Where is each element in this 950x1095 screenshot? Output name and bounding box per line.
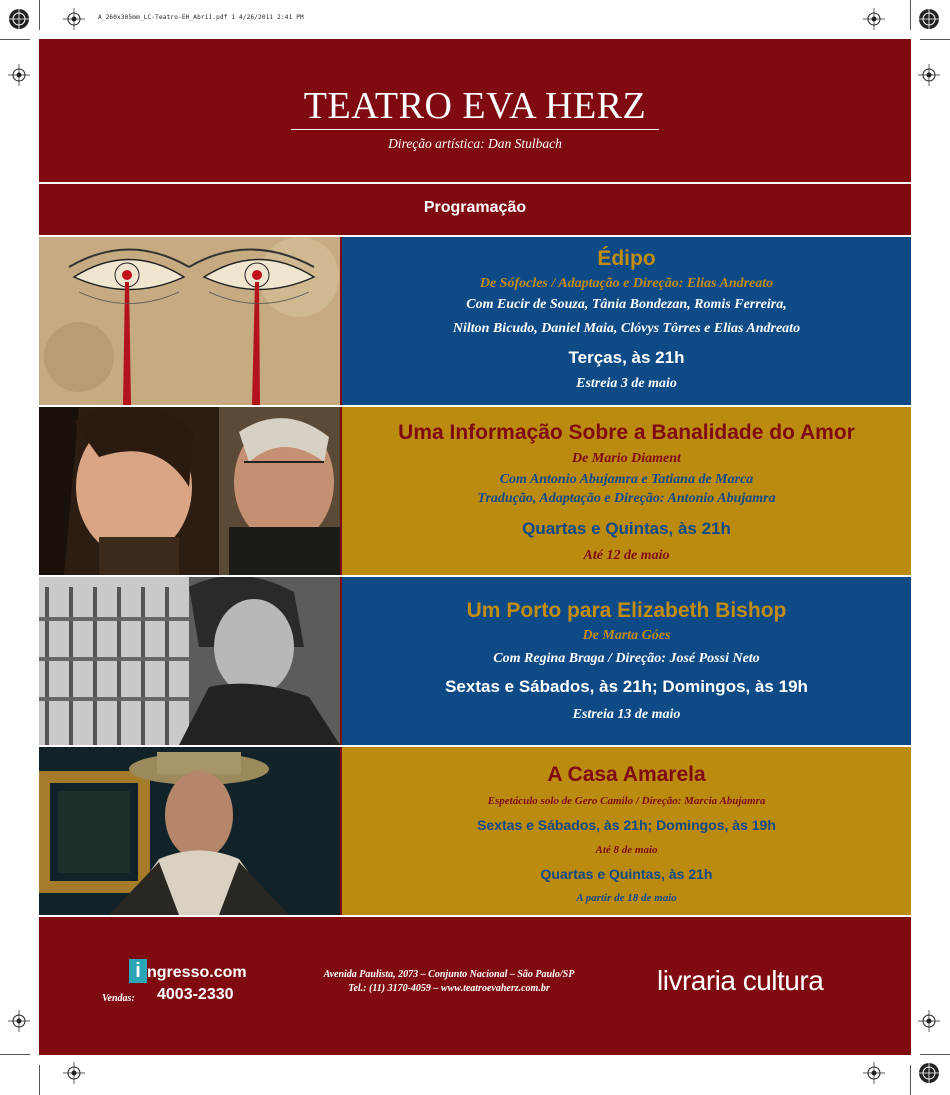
show-schedule: Quartas e Quintas, às 21h [540, 866, 713, 882]
trim-mark [910, 0, 911, 30]
print-file-header: A_260x305mm_LC-Teatro-EH_Abr11.pdf 1 4/26/2011 2:41 PM [98, 14, 304, 21]
show-cast: Com Regina Braga / Direção: José Possi Neto [493, 651, 760, 666]
show-row-bishop [39, 577, 911, 745]
show-cast: Com Eucir de Souza, Tânia Bondezan, Romis Ferreira, [466, 297, 787, 312]
title-underline [291, 129, 659, 130]
registration-mark-icon [8, 1010, 30, 1032]
registration-mark-icon [863, 8, 885, 30]
show-note: Até 12 de maio [583, 548, 670, 563]
casa-amarela-info-panel [342, 747, 911, 915]
show-schedule: Sextas e Sábados, às 21h; Domingos, às 19h [445, 677, 808, 696]
sales-phone: 4003-2330 [157, 986, 234, 1003]
ingresso-logo-i: i [129, 959, 147, 983]
show-note: Até 8 de maio [595, 844, 658, 856]
show-note: Estreia 3 de maio [576, 376, 677, 391]
trim-mark [39, 0, 40, 30]
trim-mark [0, 1054, 30, 1055]
show-title: Um Porto para Elizabeth Bishop [466, 599, 787, 622]
trim-mark [910, 1065, 911, 1095]
venue-contact: Tel.: (11) 3170-4059 – www.teatroevaherz.com.br [348, 983, 550, 994]
bishop-actress-image [39, 577, 340, 745]
trim-mark [920, 1054, 950, 1055]
registration-mark-icon [8, 64, 30, 86]
show-credits: De Sófocles / Adaptação e Direção: Elias Andreato [479, 276, 774, 291]
page-title: TEATRO EVA HERZ [303, 85, 647, 127]
ingresso-logo-text: ngresso.com [147, 964, 247, 981]
show-title: A Casa Amarela [547, 763, 706, 786]
registration-mark-icon [918, 1062, 940, 1084]
poster [39, 39, 911, 1055]
registration-mark-icon [918, 1010, 940, 1032]
divider [39, 182, 911, 184]
show-row-edipo [39, 237, 911, 405]
sales-label: Vendas: [102, 993, 135, 1004]
page-subtitle: Direção artística: Dan Stulbach [388, 136, 562, 151]
trim-mark [920, 39, 950, 40]
livraria-cultura-logo: livraria cultura [657, 965, 824, 996]
bishop-info-panel [342, 577, 911, 745]
show-direction: Tradução, Adaptação e Direção: Antonio Abujamra [477, 491, 776, 506]
trim-mark [0, 39, 30, 40]
show-schedule: Sextas e Sábados, às 21h; Domingos, às 19h [477, 817, 776, 833]
show-note: Estreia 13 de maio [572, 707, 681, 722]
show-title: Édipo [597, 247, 656, 270]
show-cast: Nilton Bicudo, Daniel Maia, Clóvys Tôrres e Elias Andreato [452, 321, 801, 336]
section-title: Programação [423, 199, 527, 216]
show-schedule: Quartas e Quintas, às 21h [522, 519, 731, 538]
header [39, 39, 911, 182]
show-row-banalidade [39, 407, 911, 575]
trim-mark [39, 1065, 40, 1095]
edipo-info-panel [342, 237, 911, 405]
show-author: De Marta Góes [582, 628, 671, 643]
registration-mark-icon [8, 8, 30, 30]
show-author: De Mario Diament [572, 451, 681, 466]
ingresso-logo [129, 959, 247, 983]
venue-address: Avenida Paulista, 2073 – Conjunto Nacional – São Paulo/SP [323, 969, 575, 980]
registration-mark-icon [63, 8, 85, 30]
show-cast: Com Antonio Abujamra e Tatiana de Marca [499, 472, 754, 487]
casa-amarela-actor-image [39, 747, 340, 915]
registration-mark-icon [863, 1062, 885, 1084]
edipo-eyes-image [39, 237, 340, 405]
banalidade-actors-image [39, 407, 340, 575]
registration-mark-icon [918, 64, 940, 86]
banalidade-info-panel [342, 407, 911, 575]
registration-mark-icon [63, 1062, 85, 1084]
show-title: Uma Informação Sobre a Banalidade do Amor [398, 421, 855, 444]
show-row-casa-amarela [39, 747, 911, 915]
show-schedule: Terças, às 21h [568, 348, 685, 367]
registration-mark-icon [918, 8, 940, 30]
show-note: A partir de 18 de maio [576, 892, 677, 904]
divider [39, 915, 911, 917]
show-credits: Espetáculo solo de Gero Camilo / Direção: Marcia Abujamra [487, 795, 766, 807]
